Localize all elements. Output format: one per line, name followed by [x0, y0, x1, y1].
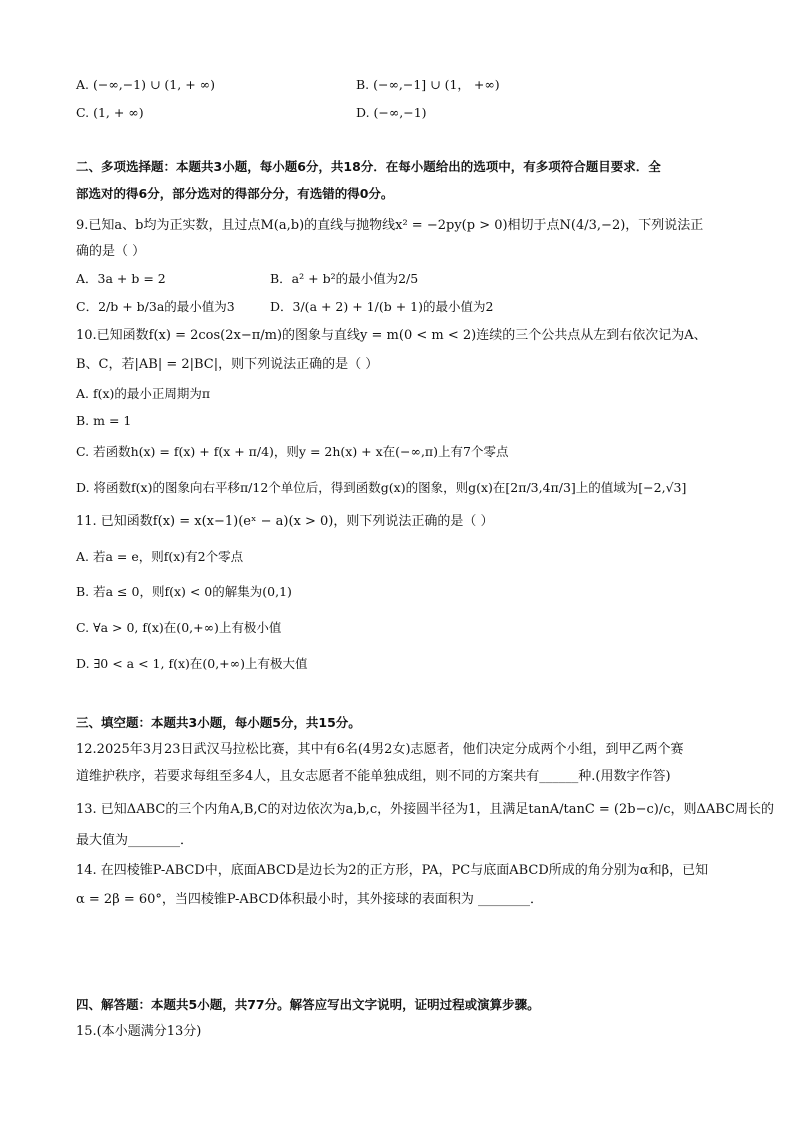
prev-option-a: A. (−∞,−1) ∪ (1, + ∞) [76, 77, 215, 92]
q13-line1: 13. 已知ΔABC的三个内角A,B,C的对边依次为a,b,c，外接圆半径为1，且满足tanA/tanC = (2b−c)/c，则ΔABC周长的 [76, 802, 775, 817]
q11-stem: 11. 已知函数f(x) = x(x−1)(eˣ − a)(x > 0)，则下列说法正确的是（ ） [76, 514, 494, 529]
q10-option-d: D. 将函数f(x)的图象向右平移π/12个单位后，得到函数g(x)的图象，则g(x)在[2π/3,4π/3]上的值域为[−2,√3] [76, 480, 687, 495]
q10-stem-line1: 10.已知函数f(x) = 2cos(2x−π/m)的图象与直线y = m(0 < m < 2)连续的三个公共点从左到右依次记为A、 [76, 328, 707, 343]
q11-option-a: A. 若a = e，则f(x)有2个零点 [76, 549, 244, 564]
section4-heading: 四、解答题：本题共5小题，共77分。解答应写出文字说明，证明过程或演算步骤。 [76, 997, 540, 1012]
prev-option-d: D. (−∞,−1) [356, 105, 427, 120]
q9-stem-line1: 9.已知a、b均为正实数，且过点M(a,b)的直线与抛物线x² = −2py(p > 0)相切于点N(4/3,−2)，下列说法正 [76, 218, 704, 233]
q10-stem-line2: B、C，若|AB| = 2|BC|，则下列说法正确的是（ ） [76, 357, 379, 372]
q11-option-c: C. ∀a > 0, f(x)在(0,+∞)上有极小值 [76, 620, 282, 635]
q9-option-c: C．2/b + b/3a的最小值为3 [76, 299, 235, 314]
q9-option-b: B．a² + b²的最小值为2/5 [270, 271, 419, 286]
q10-option-c: C. 若函数h(x) = f(x) + f(x + π/4)，则y = 2h(x) + x在(−∞,π)上有7个零点 [76, 444, 509, 459]
q11-option-d: D. ∃0 < a < 1, f(x)在(0,+∞)上有极大值 [76, 656, 308, 671]
q9-stem-line2: 确的是（ ） [76, 244, 146, 259]
q10-option-a: A. f(x)的最小正周期为π [76, 386, 211, 401]
section2-heading-line1: 二、多项选择题：本题共3小题，每小题6分，共18分．在每小题给出的选项中，有多项符合题目要求．全 [76, 159, 661, 174]
prev-option-b: B. (−∞,−1] ∪ (1， +∞) [356, 77, 500, 92]
prev-option-c: C. (1, + ∞) [76, 105, 144, 120]
q14-line1: 14. 在四棱锥P-ABCD中，底面ABCD是边长为2的正方形，PA，PC与底面ABCD所成的角分别为α和β，已知 [76, 863, 709, 878]
q14-line2: α = 2β = 60°，当四棱锥P-ABCD体积最小时，其外接球的表面积为 ________． [76, 892, 544, 907]
section3-heading: 三、填空题：本题共3小题，每小题5分，共15分。 [76, 715, 361, 730]
q9-option-d: D．3/(a + 2) + 1/(b + 1)的最小值为2 [270, 299, 494, 314]
q11-option-b: B. 若a ≤ 0，则f(x) < 0的解集为(0,1) [76, 584, 292, 599]
q13-line2: 最大值为________． [76, 833, 194, 848]
q10-option-b: B. m = 1 [76, 413, 132, 428]
q15-line1: 15.(本小题满分13分) [76, 1024, 202, 1039]
q9-option-a: A．3a + b = 2 [76, 271, 166, 286]
section2-heading-line2: 部选对的得6分，部分选对的得部分分，有选错的得0分。 [76, 186, 394, 201]
q12-line2: 道维护秩序，若要求每组至多4人，且女志愿者不能单独成组，则不同的方案共有______种.(用数字作答) [76, 769, 671, 784]
q12-line1: 12.2025年3月23日武汉马拉松比赛，其中有6名(4男2女)志愿者，他们决定分成两个小组，到甲乙两个赛 [76, 742, 684, 757]
